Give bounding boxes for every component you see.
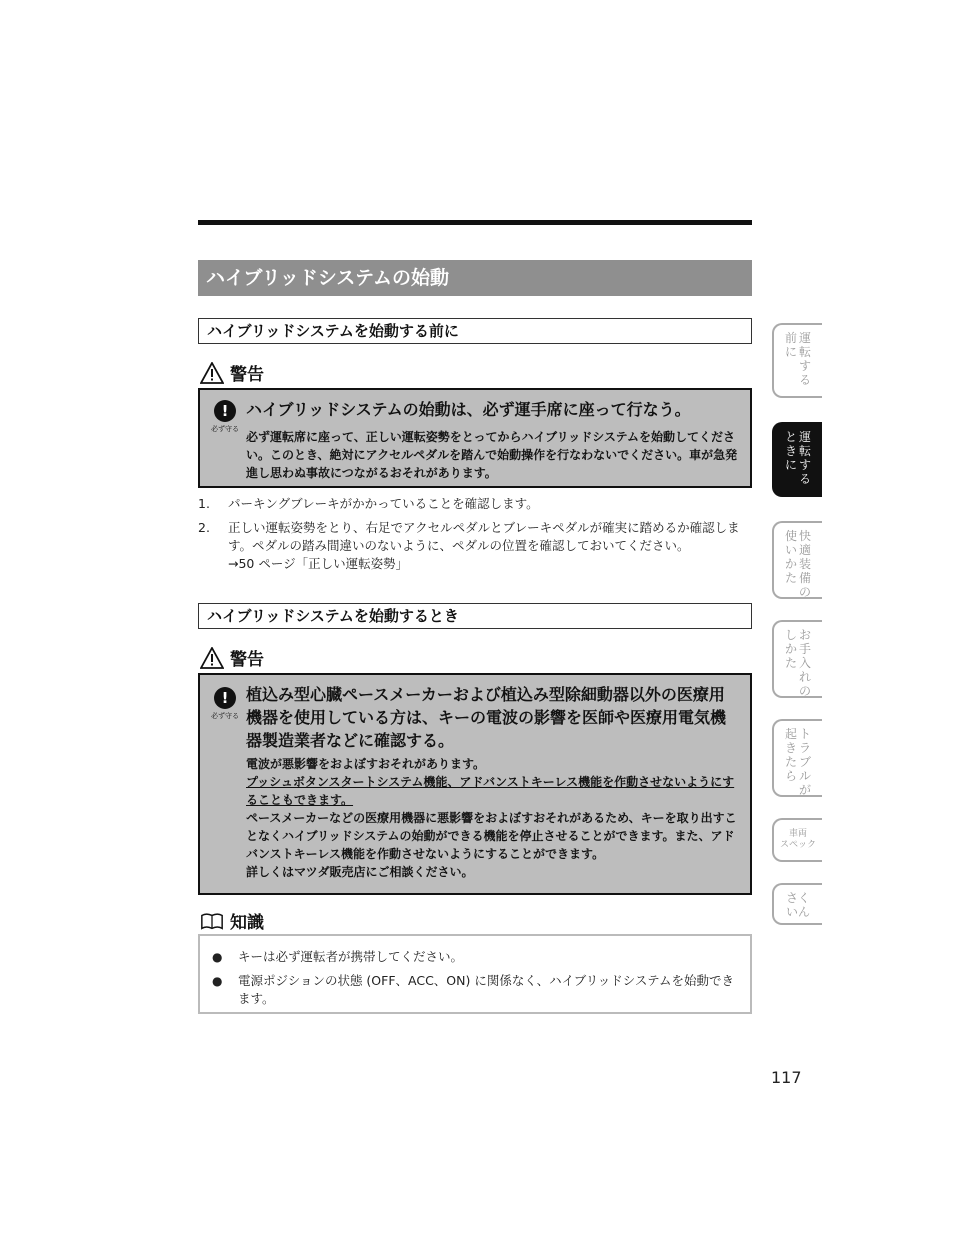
warning-body-line: ペースメーカーなどの医療用機器に悪影響をおよぼすおそれがあるため、キーを取り出すことなくハイブリッドシステムの始動ができる機能を停止させることができます。また、アドバンストキーレス機能を作動させないようにすることができます。 <box>246 811 737 861</box>
exclamation-icon: ! <box>214 400 236 422</box>
knowledge-item-text: 電源ポジションの状態 (OFF、ACC、ON) に関係なく、ハイブリッドシステムを始動できます。 <box>238 973 734 1006</box>
warning-label-text: 警告 <box>230 365 264 385</box>
warning-triangle-icon <box>200 362 224 384</box>
knowledge-item <box>212 948 738 966</box>
warning-body-line: 詳しくはマツダ販売店にご相談ください。 <box>246 865 474 879</box>
side-tab-label: 使いかた <box>784 529 797 585</box>
step-number: 2. <box>198 520 210 535</box>
side-tab-label: いん <box>785 905 810 919</box>
knowledge-label <box>200 908 264 933</box>
warning-label-text: 警告 <box>230 650 264 670</box>
side-tab-label: 起きたら <box>784 727 797 783</box>
knowledge-item <box>212 972 738 1008</box>
warning-title: 植込み型心臓ペースメーカーおよび植込み型除細動器以外の医療用機器を使用している方は、キーの電波の影響を医師や医療用電気機器製造業者などに確認する。 <box>246 685 727 750</box>
side-tab-label: トラブルが <box>798 727 811 797</box>
section-heading-when-starting: ハイブリッドシステムを始動するとき <box>198 603 752 629</box>
warning-body-line-underlined: プッシュボタンスタートシステム機能、アドバンストキーレス機能を作動させないようにすることもできます。 <box>246 775 735 807</box>
side-tab-label: しかた <box>784 628 797 670</box>
side-tab-label: 車両 <box>788 829 807 839</box>
knowledge-box <box>198 934 752 1014</box>
warning-body <box>246 755 738 881</box>
step-text: パーキングブレーキがかかっていることを確認します。 <box>228 496 539 511</box>
side-tab-before-driving[interactable] <box>772 323 822 398</box>
must-follow-mark <box>208 687 242 721</box>
side-tab-vehicle-specs[interactable] <box>772 818 822 862</box>
warning-label <box>200 645 264 670</box>
warning-triangle-icon <box>200 647 224 669</box>
side-tab-comfort-equipment[interactable] <box>772 521 822 599</box>
must-follow-label: 必ず守る <box>211 712 239 720</box>
step-list <box>198 495 752 579</box>
knowledge-item-text: キーは必ず運転者が携帯してください。 <box>238 949 464 964</box>
side-tab-label: 前に <box>784 331 797 359</box>
side-tab-label: 運転する <box>798 430 811 486</box>
side-tab-troubleshooting[interactable] <box>772 719 822 797</box>
side-tab-label: 運転する <box>798 331 811 387</box>
exclamation-icon: ! <box>214 687 236 709</box>
step-number: 1. <box>198 496 210 511</box>
warning-body-line: 電波が悪影響をおよぼすおそれがあります。 <box>246 757 486 771</box>
header-rule <box>198 220 752 225</box>
side-tab-maintenance[interactable] <box>772 620 822 698</box>
warning-box <box>198 673 752 895</box>
warning-label <box>200 360 264 385</box>
side-tab-index[interactable] <box>772 883 822 925</box>
side-tab-label: スペック <box>779 840 816 850</box>
knowledge-label-text: 知識 <box>230 913 264 933</box>
section-heading-before-start: ハイブリッドシステムを始動する前に <box>198 318 752 344</box>
page-title: ハイブリッドシステムの始動 <box>198 260 752 296</box>
book-icon <box>200 910 224 932</box>
step-text: 正しい運転姿勢をとり、右足でアクセルペダルとブレーキペダルが確実に踏めるか確認します。ペダルの踏み間違いのないように、ペダルの位置を確認しておいてください。 <box>228 520 740 553</box>
side-tab-label: さく <box>785 891 810 905</box>
step-item <box>198 519 752 573</box>
side-tab-label: お手入れの <box>798 628 811 698</box>
side-tab-label: ときに <box>784 430 797 472</box>
step-item <box>198 495 752 513</box>
page-number: 117 <box>771 1068 802 1087</box>
side-tab-when-driving[interactable] <box>772 422 822 497</box>
bullet-icon: ● <box>212 974 223 988</box>
bullet-icon: ● <box>212 950 223 964</box>
must-follow-label: 必ず守る <box>211 425 239 433</box>
page-reference-link[interactable]: →50 ページ「正しい運転姿勢」 <box>228 556 409 571</box>
must-follow-mark <box>208 400 242 434</box>
side-tab-label: 快適装備の <box>798 529 811 599</box>
warning-body-text: 必ず運転席に座って、正しい運転姿勢をとってからハイブリッドシステムを始動してください。このとき、絶対にアクセルペダルを踏んで始動操作を行なわないでください。車が急発進し思わぬ事故につながるおそれがあります。 <box>246 430 738 480</box>
warning-box <box>198 388 752 488</box>
warning-title: ハイブリッドシステムの始動は、必ず運手席に座って行なう。 <box>246 400 691 419</box>
warning-body <box>246 428 738 482</box>
